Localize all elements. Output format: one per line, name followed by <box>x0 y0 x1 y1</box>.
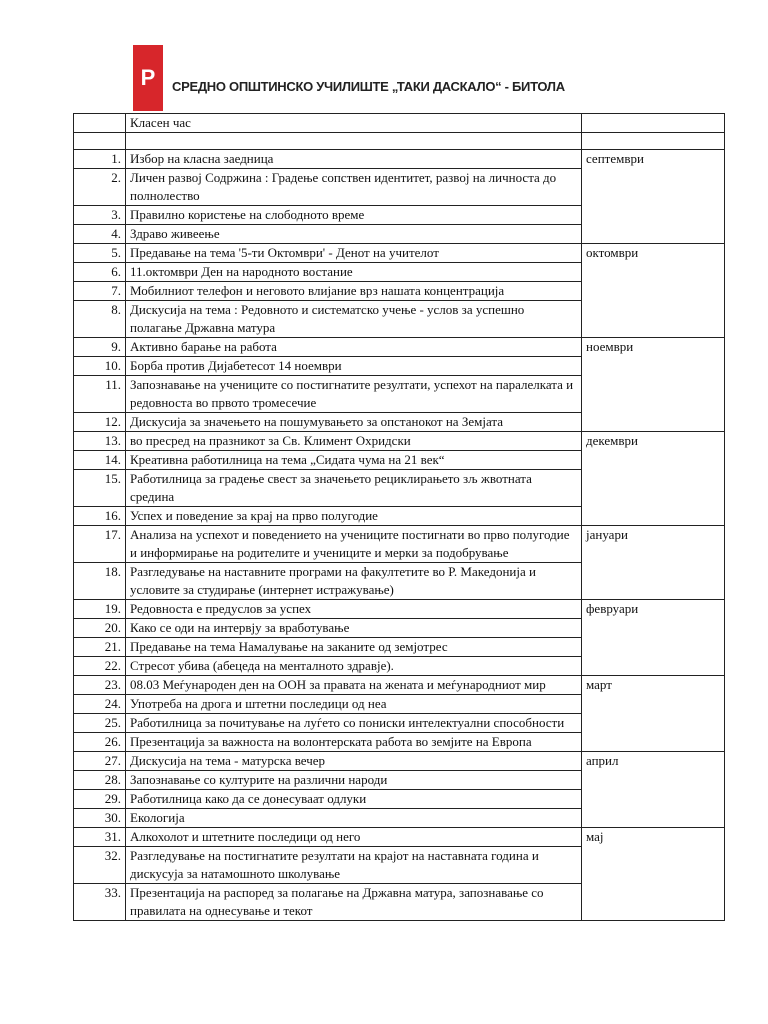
month-cell: јануари <box>582 526 725 600</box>
row-topic: Избор на класна заедница <box>126 150 582 169</box>
month-cell: февруари <box>582 600 725 676</box>
table-row <box>74 676 725 695</box>
table-row <box>74 752 725 771</box>
row-topic: Работилница за почитување на луѓето со пониски интелектуални способности <box>126 714 582 733</box>
row-topic: Дискусија на тема - матурска вечер <box>126 752 582 771</box>
row-topic: 08.03 Меѓународен ден на ООН за правата на жената и меѓународниот мир <box>126 676 582 695</box>
row-topic: Разгледување на наставните програми на факултетите во Р. Македонија и условите за студирање (интернет истражување) <box>126 563 582 600</box>
row-number: 4. <box>74 225 126 244</box>
row-topic: Работилница како да се донесуваат одлуки <box>126 790 582 809</box>
row-number: 32. <box>74 847 126 884</box>
school-name: СРЕДНО ОПШТИНСКО УЧИЛИШТЕ „ТАКИ ДАСКАЛО“ - БИТОЛА <box>172 79 565 94</box>
table-body <box>74 114 725 921</box>
table-row <box>74 828 725 847</box>
row-topic: Запознавање со културите на различни народи <box>126 771 582 790</box>
month-cell: септември <box>582 150 725 244</box>
row-number: 21. <box>74 638 126 657</box>
row-topic: Редовноста е предуслов за успех <box>126 600 582 619</box>
logo-letter: Р <box>140 65 156 90</box>
row-number: 18. <box>74 563 126 600</box>
row-topic: Активно барање на работа <box>126 338 582 357</box>
row-topic: Мобилниот телефон и неговото влијание врз нашата концентрација <box>126 282 582 301</box>
row-number: 29. <box>74 790 126 809</box>
month-cell: април <box>582 752 725 828</box>
row-number: 8. <box>74 301 126 338</box>
row-topic: Алкохолот и штетните последици од него <box>126 828 582 847</box>
row-topic: Дискусија на тема : Редовното и систематско учење - услов за успешно полагање Државна матура <box>126 301 582 338</box>
row-topic: Дискусија за значењето на пошумувањето за опстанокот на Земјата <box>126 413 582 432</box>
month-cell: декември <box>582 432 725 526</box>
row-number: 13. <box>74 432 126 451</box>
table-title-row <box>74 114 725 133</box>
row-topic: Запознавање на учениците со постигнатите резултати, успехот на паралелката и редовноста во првото тромесечие <box>126 376 582 413</box>
row-number: 23. <box>74 676 126 695</box>
row-topic: Презентација на распоред за полагање на Државна матура, запознавање со правилата на однесување и текот <box>126 884 582 921</box>
month-cell: ноември <box>582 338 725 432</box>
row-number: 10. <box>74 357 126 376</box>
row-topic: Стресот убива (абецеда на менталното здравје). <box>126 657 582 676</box>
table-row <box>74 244 725 263</box>
empty-cell <box>126 133 582 150</box>
month-cell: мај <box>582 828 725 921</box>
row-number: 19. <box>74 600 126 619</box>
row-number: 14. <box>74 451 126 470</box>
row-number: 6. <box>74 263 126 282</box>
month-cell: март <box>582 676 725 752</box>
empty-cell <box>582 133 725 150</box>
row-topic: Презентација за важноста на волонтерската работа во земјите на Европа <box>126 733 582 752</box>
row-number: 26. <box>74 733 126 752</box>
row-number: 3. <box>74 206 126 225</box>
row-topic: 11.октомври Ден на народното востание <box>126 263 582 282</box>
table-row <box>74 600 725 619</box>
row-number: 24. <box>74 695 126 714</box>
empty-cell <box>74 133 126 150</box>
row-number: 22. <box>74 657 126 676</box>
table-title: Класен час <box>126 114 582 133</box>
row-topic: Предавање на тема Намалување на заканите од земјотрес <box>126 638 582 657</box>
row-number: 17. <box>74 526 126 563</box>
row-topic: Работилница за градење свест за значењето рециклирањето зљ жвотната средина <box>126 470 582 507</box>
table-empty-row <box>74 133 725 150</box>
table-row <box>74 338 725 357</box>
row-topic: Разгледување на постигнатите резултати на крајот на наставната година и дискусуја за натамошното школување <box>126 847 582 884</box>
row-number: 1. <box>74 150 126 169</box>
row-number: 25. <box>74 714 126 733</box>
title-number-cell <box>74 114 126 133</box>
table-row <box>74 432 725 451</box>
month-cell: октомври <box>582 244 725 338</box>
row-number: 5. <box>74 244 126 263</box>
row-number: 31. <box>74 828 126 847</box>
row-number: 12. <box>74 413 126 432</box>
row-number: 27. <box>74 752 126 771</box>
row-number: 20. <box>74 619 126 638</box>
document-header <box>133 45 653 111</box>
row-topic: Здраво живеење <box>126 225 582 244</box>
row-topic: Како се оди на интервју за вработување <box>126 619 582 638</box>
table-row <box>74 150 725 169</box>
table-row <box>74 526 725 563</box>
row-topic: Креативна работилница на тема „Сидата чума на 21 век“ <box>126 451 582 470</box>
row-number: 11. <box>74 376 126 413</box>
row-number: 28. <box>74 771 126 790</box>
row-number: 7. <box>74 282 126 301</box>
row-number: 16. <box>74 507 126 526</box>
row-topic: Анализа на успехот и поведението на учениците постигнати во прво полугодие и информирање на родителите и учениците и мерки за подобрување <box>126 526 582 563</box>
row-number: 15. <box>74 470 126 507</box>
row-topic: Борба против Дијабетесот 14 ноември <box>126 357 582 376</box>
class-hour-plan-table <box>73 113 725 921</box>
row-topic: Личен развој Содржина : Градење сопствен идентитет, развој на личноста до полнолество <box>126 169 582 206</box>
title-month-cell <box>582 114 725 133</box>
row-topic: Правилно користење на слободното време <box>126 206 582 225</box>
row-topic: во пресред на празникот за Св. Климент Охридски <box>126 432 582 451</box>
row-number: 33. <box>74 884 126 921</box>
row-topic: Екологија <box>126 809 582 828</box>
row-topic: Успех и поведение за крај на прво полугодие <box>126 507 582 526</box>
row-topic: Употреба на дрога и штетни последици од неа <box>126 695 582 714</box>
row-number: 9. <box>74 338 126 357</box>
row-number: 30. <box>74 809 126 828</box>
row-topic: Предавање на тема '5-ти Октомври' - Денот на учителот <box>126 244 582 263</box>
row-number: 2. <box>74 169 126 206</box>
school-logo <box>133 45 163 111</box>
